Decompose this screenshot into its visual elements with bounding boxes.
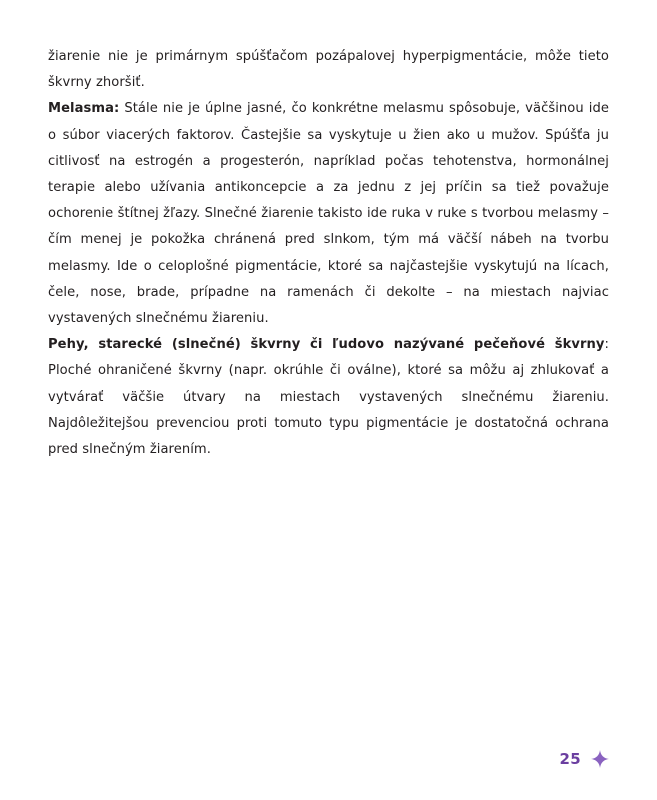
paragraph-melasma bbox=[48, 96, 609, 332]
paragraph-lead-pehy: Pehy, starecké (slnečné) škvrny či ľudovo nazývané pečeňové škvrny bbox=[48, 337, 605, 353]
paragraph-pehy bbox=[48, 332, 609, 463]
paragraph-text: Stále nie je úplne jasné, čo konkrétne melasmu spôsobuje, väčšinou ide o súbor viacerých faktorov. Častejšie sa vyskytuje u žien ako u mužov. Spúšťa ju citlivosť na estrogén a progesterón, napríklad počas tehotenstva, hormonálnej terapie alebo užívania antikoncepcie a za jednu z jej príčin sa tiež považuje ochorenie štítnej žľazy. Slnečné žiarenie takisto ide ruka v ruke s tvorbou melasmy – čím menej je pokožka chránená pred slnkom, tým má väčší nábeh na tvorbu melasmy. Ide o celoplošné pigmentácie, ktoré sa najčastejšie vyskytujú na lícach, čele, nose, brade, prípadne na ramenách či dekolte – na miestach najviac vystavených slnečnému žiareniu. bbox=[48, 101, 609, 327]
paragraph-lead-melasma: Melasma: bbox=[48, 101, 120, 117]
diamond-icon bbox=[591, 750, 609, 768]
page-number: 25 bbox=[559, 750, 581, 768]
paragraph-text: : Ploché ohraničené škvrny (napr. okrúhle či oválne), ktoré sa môžu aj zhlukovať a vytvárať väčšie útvary na miestach vystavených slnečnému žiareniu. Najdôležitejšou prevenciou proti tomuto typu pigmentácie je dostatočná ochrana pred slnečným žiarením. bbox=[48, 337, 609, 458]
page-body bbox=[48, 44, 609, 463]
paragraph-text: žiarenie nie je primárnym spúšťačom pozápalovej hyperpigmentácie, môže tieto škvrny zhoršiť. bbox=[48, 49, 609, 91]
paragraph-intro bbox=[48, 44, 609, 96]
page-footer bbox=[0, 750, 609, 768]
